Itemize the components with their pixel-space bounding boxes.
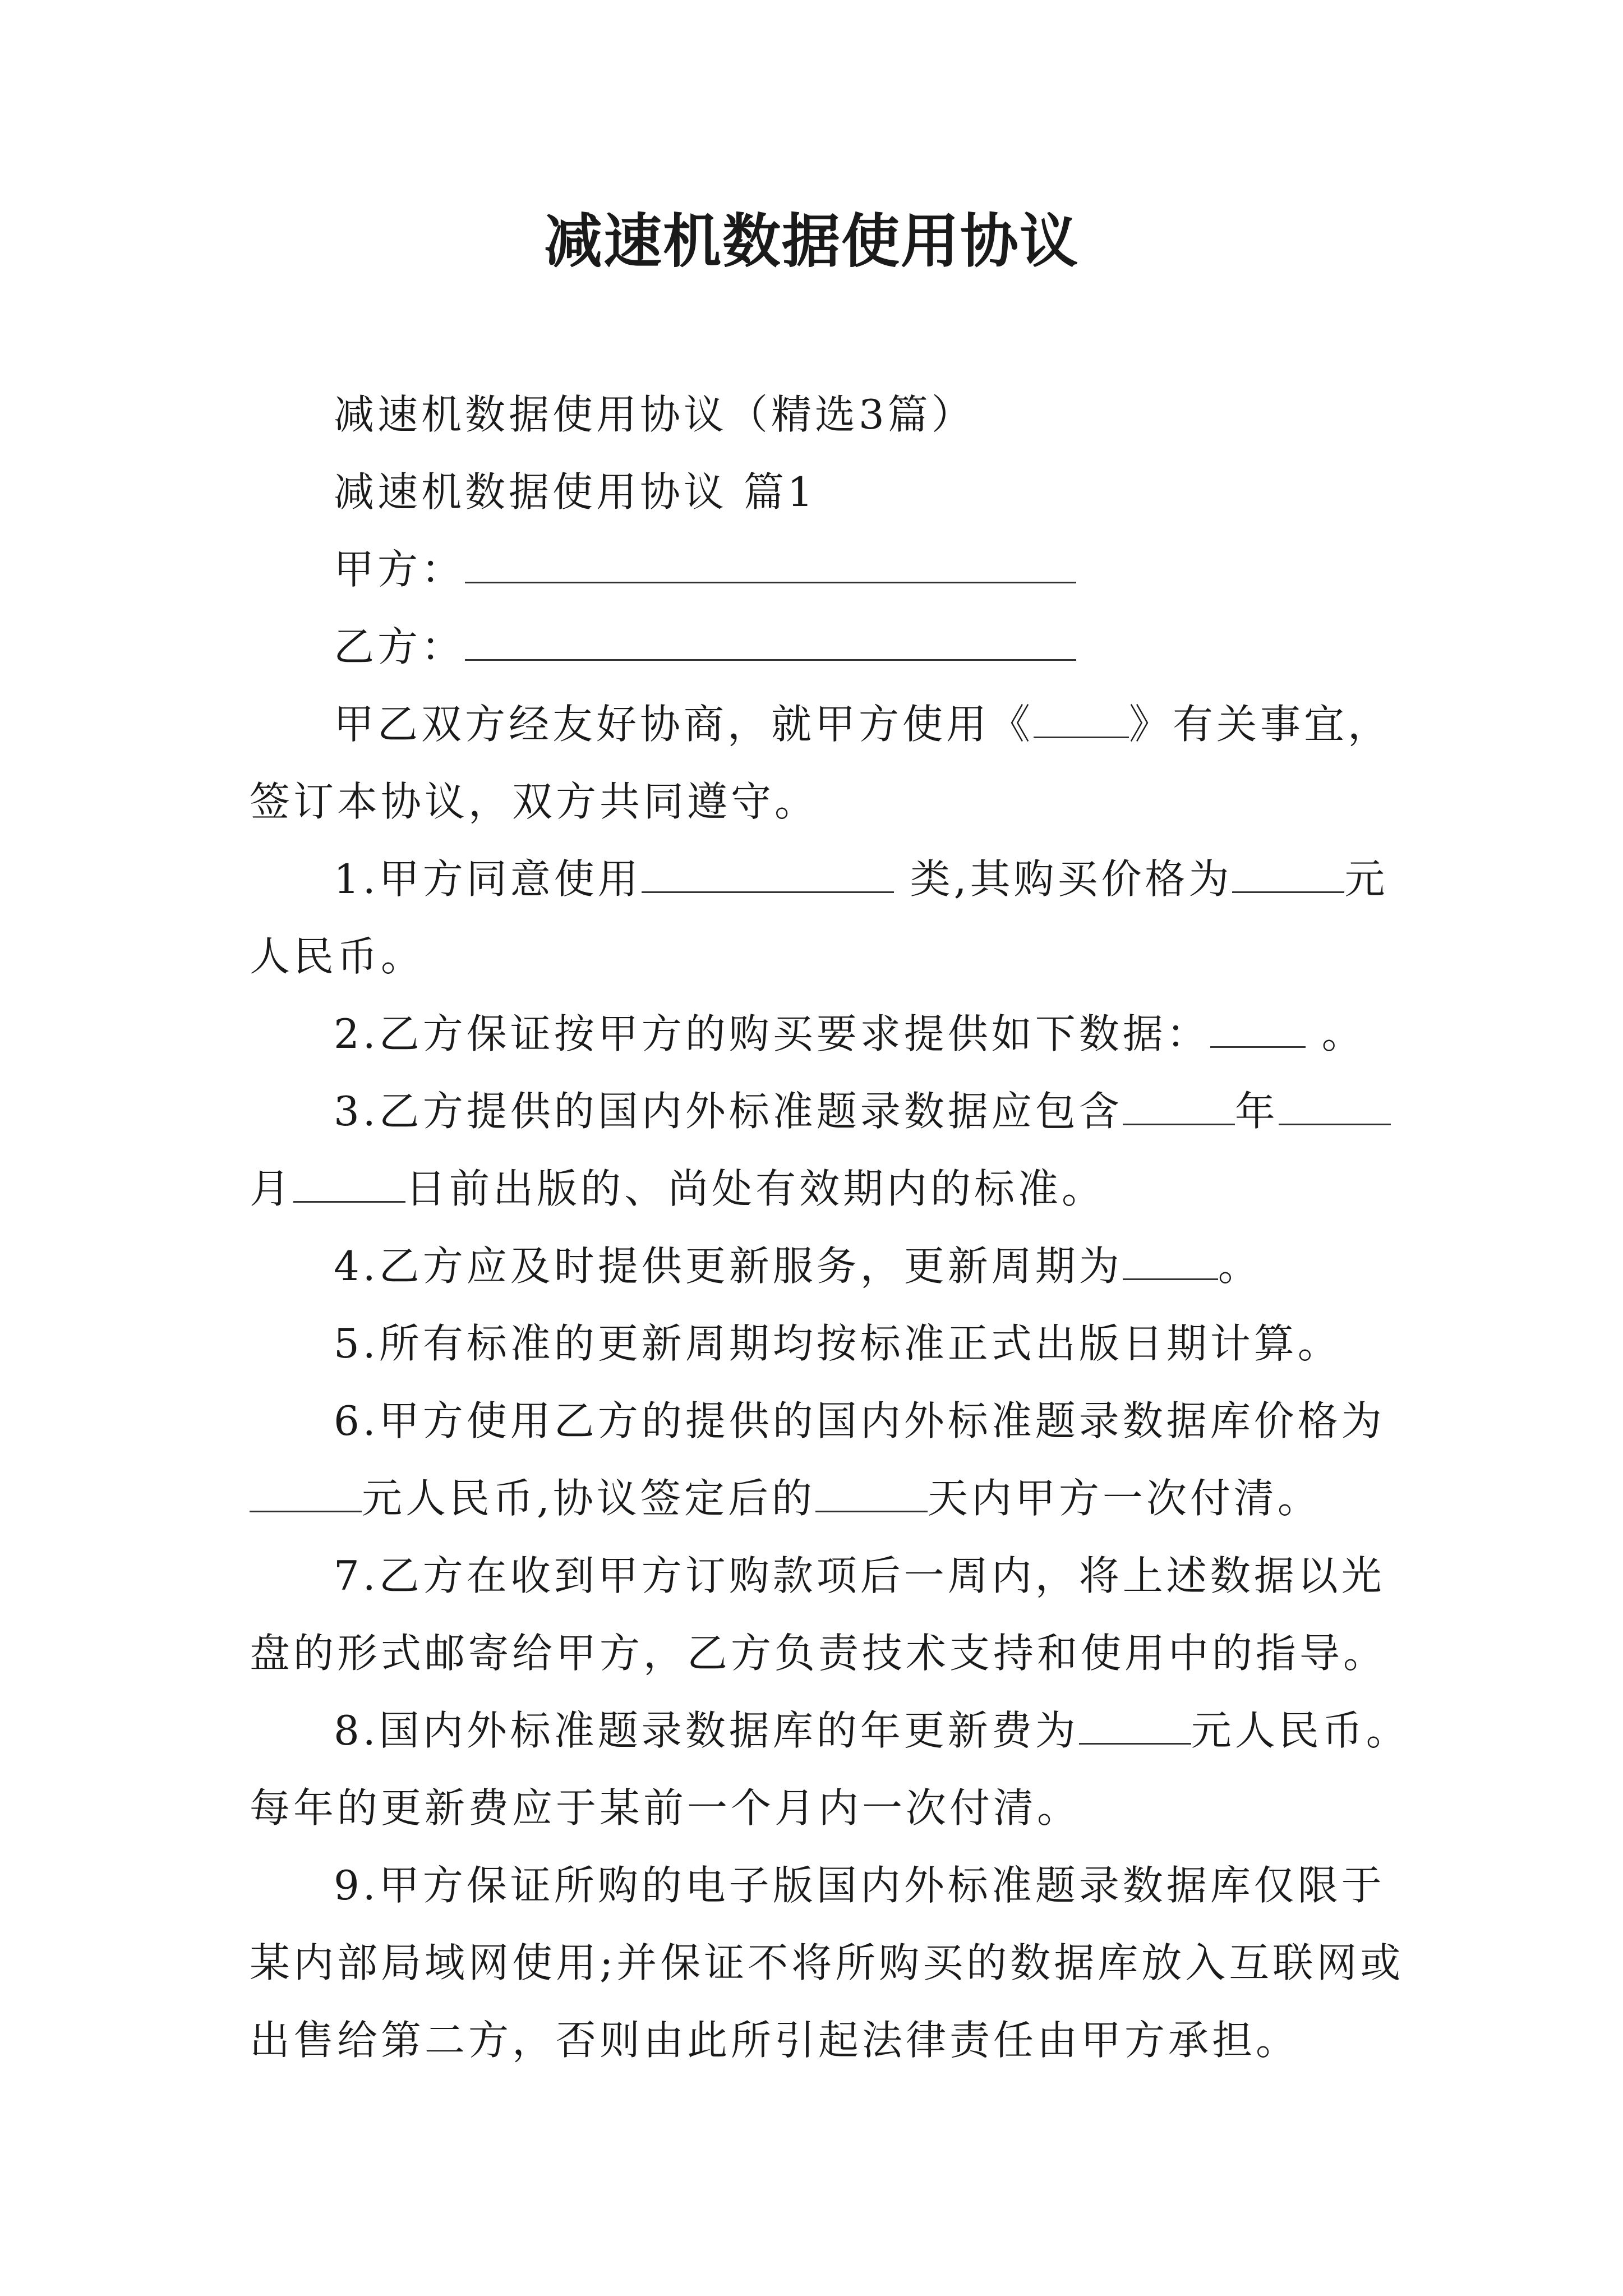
clause-3-text-d: 日前出版的、尚处有效期内的标准。 [405,1165,1106,1212]
clause-3-text-a: 3.乙方提供的国内外标准题录数据应包含 [334,1088,1123,1135]
clause-1-text-a: 1.甲方同意使用 [334,855,642,903]
clause-3-text-b: 年 [1234,1088,1279,1135]
clause-7: 7.乙方在收到甲方订购款项后一周内，将上述数据以光盘的形式邮寄给甲方，乙方负责技术支持和使用中的指导。 [250,1552,1387,1677]
clause-1-text-c: 元人民币。 [250,855,1389,980]
clause-8-text-b: 元人民币。每年的更新费应于某前一个月内一次付清。 [250,1707,1410,1832]
clause-6-blank-days [815,1471,928,1512]
clause-4-text-b: 。 [1218,1243,1262,1290]
product-name-blank [1034,697,1129,738]
document-title: 减速机数据使用协议 [543,206,1079,275]
clause-9: 9.甲方保证所购的电子版国内外标准题录数据库仅限于某内部局域网使用;并保证不将所购买的数据库放入互联网或出售给第二方，否则由此所引起法律责任由甲方承担。 [250,1862,1404,2064]
intro-text-2: 》有关事宜，签订本协议，双方共同遵守。 [250,701,1392,825]
clause-2-text-b: 。 [1305,1010,1366,1057]
clause-6-blank-price [250,1471,362,1512]
intro-paragraph [250,685,1410,840]
section-heading: 减速机数据使用协议 篇1 [334,468,817,516]
clause-2-text-a: 2.乙方保证按甲方的购买要求提供如下数据： [334,1010,1210,1057]
subtitle: 减速机数据使用协议（精选3篇） [334,391,975,438]
party-a-label: 甲方： [334,546,465,593]
clause-6-text-b: 元人民币,协议签定后的 [362,1475,815,1522]
party-b-line [250,608,1410,685]
clause-6 [250,1382,1410,1537]
party-a-line [250,531,1410,608]
party-a-blank [465,542,1076,583]
document-body [250,376,1410,2079]
clause-2 [250,995,1410,1073]
clause-1 [250,840,1410,995]
clause-2-blank [1210,1007,1306,1048]
clause-1-text-b: 类,其购买价格为 [893,855,1233,903]
clause-8 [250,1692,1410,1847]
clause-3-text-c: 月 [250,1165,294,1212]
intro-text-1: 甲乙双方经友好协商，就甲方使用《 [334,701,1034,748]
clause-3-blank-month [1279,1084,1391,1125]
clause-4 [250,1227,1410,1305]
clause-6-text-a: 6.甲方使用乙方的提供的国内外标准题录数据库价格为 [334,1397,1385,1444]
clause-1-blank-category [642,852,894,893]
clause-6-text-c: 天内甲方一次付清。 [927,1475,1321,1522]
clause-4-text-a: 4.乙方应及时提供更新服务，更新周期为 [334,1243,1123,1290]
clause-3 [250,1073,1410,1227]
clause-3-blank-year [1123,1084,1235,1125]
clause-4-blank [1123,1239,1218,1280]
party-b-label: 乙方： [334,623,465,670]
clause-1-blank-price [1232,852,1344,893]
party-b-blank [465,620,1076,661]
clause-8-blank-fee [1079,1704,1191,1745]
clause-3-blank-day [293,1162,405,1203]
clause-5: 5.所有标准的更新周期均按标准正式出版日期计算。 [334,1320,1341,1367]
clause-8-text-a: 8.国内外标准题录数据库的年更新费为 [334,1707,1079,1754]
